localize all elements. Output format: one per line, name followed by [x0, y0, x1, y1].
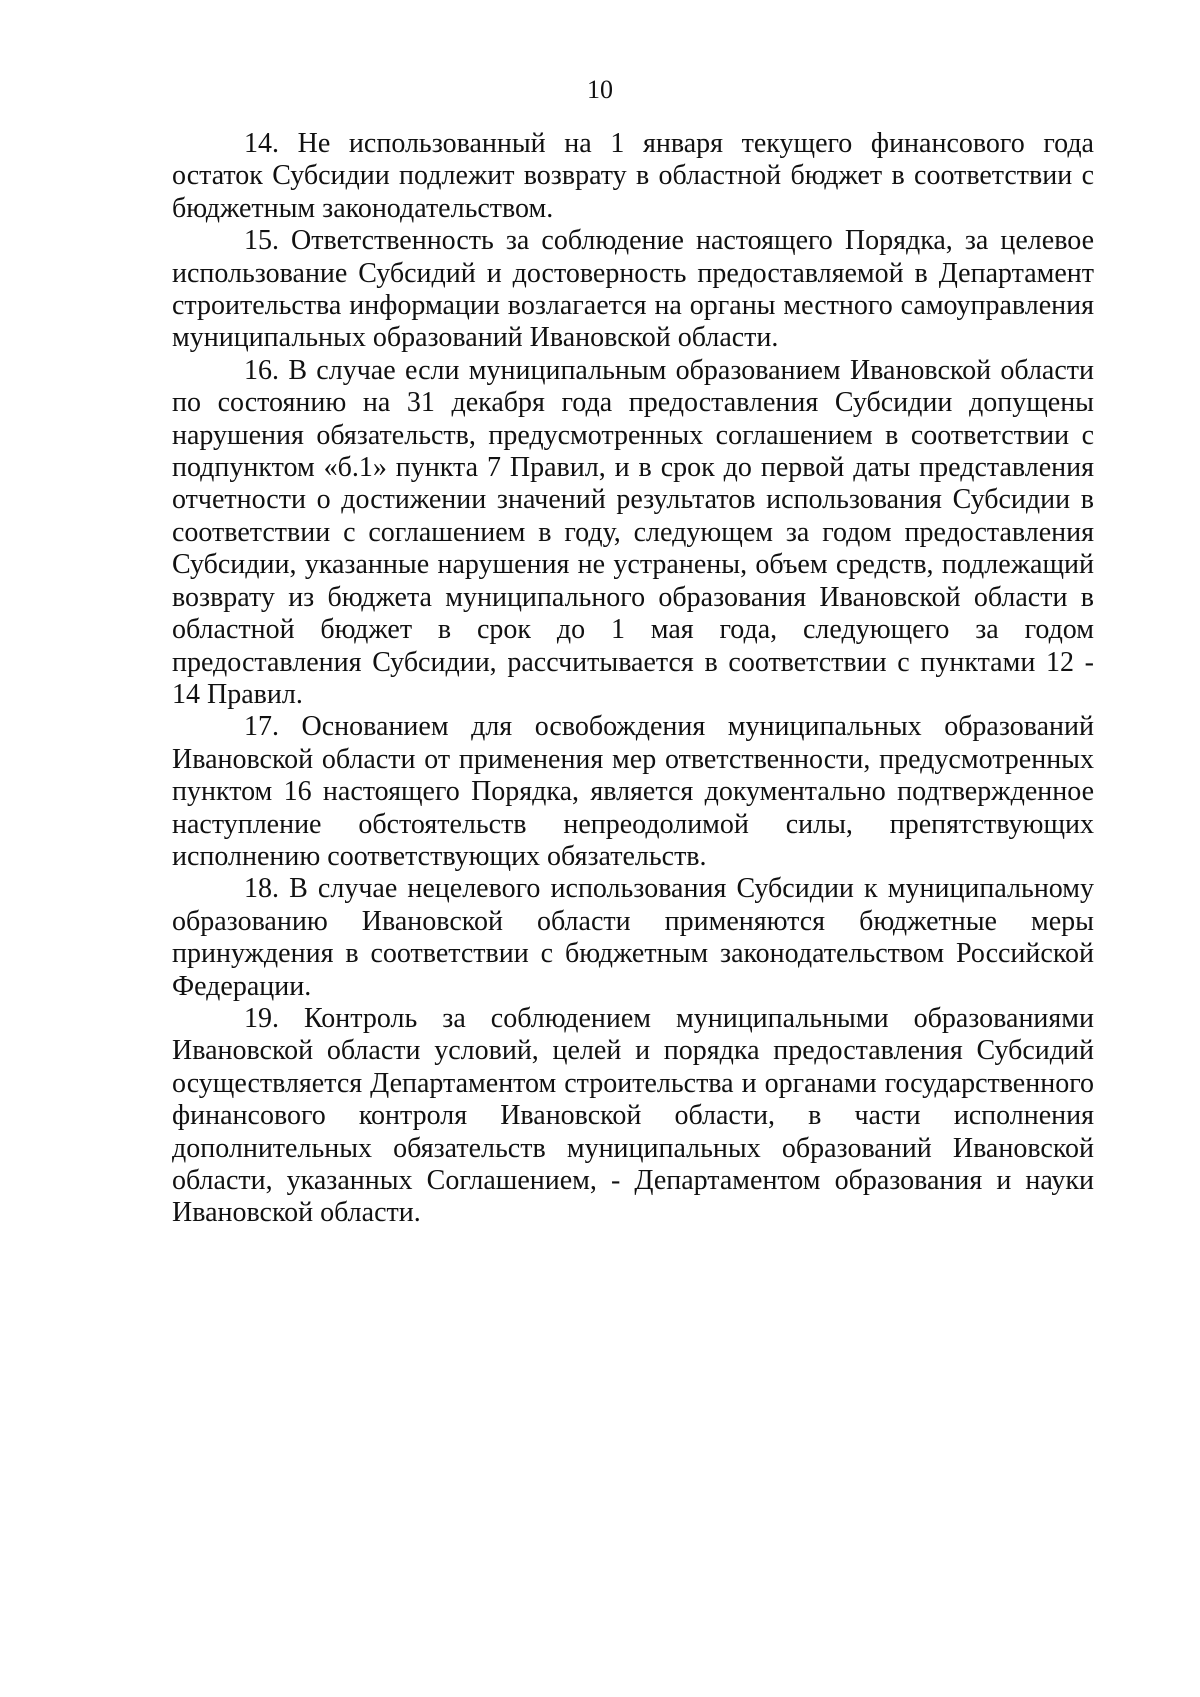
paragraph-17: 17. Основанием для освобождения муниципальных образований Ивановской области от применения мер ответственности, предусмотренных пунктом 16 настоящего Порядка, является документально подтвержденное наступление обстоятельств непреодолимой силы, препятствующих исполнению соответствующих обязательств.: [172, 711, 1094, 872]
paragraph-16: 16. В случае если муниципальным образованием Ивановской области по состоянию на 31 декабря года предоставления Субсидии допущены нарушения обязательств, предусмотренных соглашением в соответствии с подпунктом «б.1» пункта 7 Правил, и в срок до первой даты представления отчетности о достижении значений результатов использования Субсидии в соответствии с соглашением в году, следующем за годом предоставления Субсидии, указанные нарушения не устранены, объем средств, подлежащий возврату из бюджета муниципального образования Ивановской области в областной бюджет в срок до 1 мая года, следующего за годом предоставления Субсидии, рассчитывается в соответствии с пунктами 12 - 14 Правил.: [172, 354, 1094, 710]
paragraph-18: 18. В случае нецелевого использования Субсидии к муниципальному образованию Ивановской области применяются бюджетные меры принуждения в соответствии с бюджетным законодательством Российской Федерации.: [172, 873, 1094, 1002]
document-body: [172, 128, 1094, 1230]
paragraph-14: 14. Не использованный на 1 января текущего финансового года остаток Субсидии подлежит возврату в областной бюджет в соответствии с бюджетным законодательством.: [172, 128, 1094, 224]
paragraph-19: 19. Контроль за соблюдением муниципальными образованиями Ивановской области условий, целей и порядка предоставления Субсидий осуществляется Департаментом строительства и органами государственного финансового контроля Ивановской области, в части исполнения дополнительных обязательств муниципальных образований Ивановской области, указанных Соглашением, - Департаментом образования и науки Ивановской области.: [172, 1002, 1094, 1229]
page-number: 10: [587, 75, 613, 104]
paragraph-15: 15. Ответственность за соблюдение настоящего Порядка, за целевое использование Субсидий и достоверность предоставляемой в Департамент строительства информации возлагается на органы местного самоуправления муниципальных образований Ивановской области.: [172, 225, 1094, 354]
